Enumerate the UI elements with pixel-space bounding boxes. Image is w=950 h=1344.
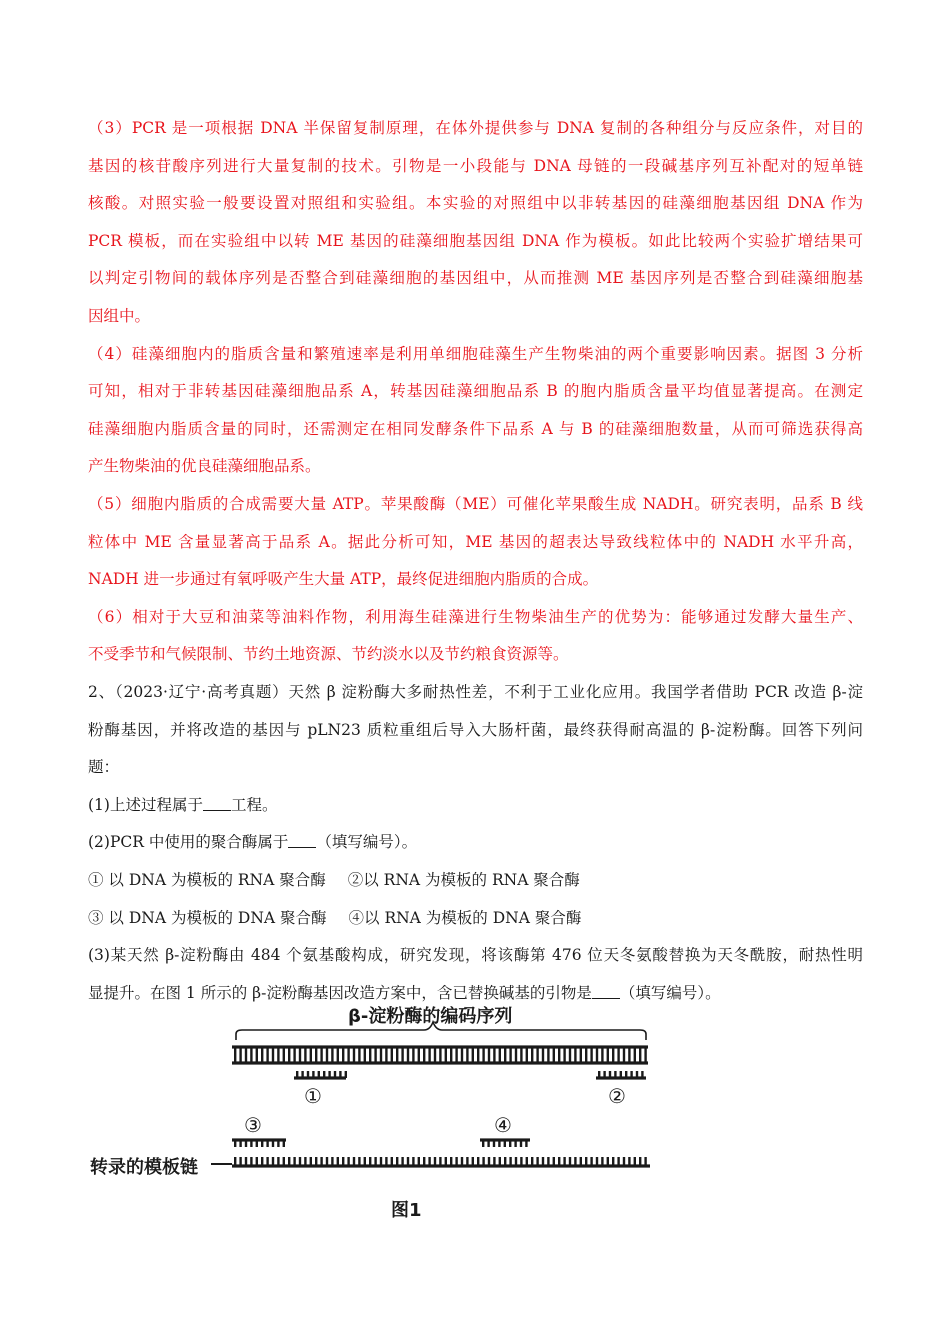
figure-caption: 图1 bbox=[391, 1200, 422, 1221]
brace-label: β-淀粉酶的编码序列 bbox=[348, 1006, 513, 1027]
option-2: ②以 RNA 为模板的 RNA 聚合酶 bbox=[347, 870, 580, 889]
option-3: ③ 以 DNA 为模板的 DNA 聚合酶 bbox=[88, 908, 327, 927]
answer-blank bbox=[592, 997, 620, 999]
question-stem-line: 粉酶基因，并将改造的基因与 pLN23 质粒重组后导入大肠杆菌，最终获得耐高温的 β-淀粉酶。回答下列问 bbox=[88, 720, 863, 739]
text-line: 产生物柴油的优良硅藻细胞品系。 bbox=[88, 457, 321, 476]
sub-question-3-line-1: (3)某天然 β-淀粉酶由 484 个氨基酸构成，研究发现，将该酶第 476 位天冬氨酸替换为天冬酰胺，耐热性明 bbox=[88, 946, 863, 965]
question-2 bbox=[88, 674, 863, 1012]
text-line: （5）细胞内脂质的合成需要大量 ATP。苹果酸酶（ME）可催化苹果酸生成 NADH。研究表明，品系 B 线 bbox=[88, 495, 863, 513]
sub-question-3-line-2: 显提升。在图 1 所示的 β-淀粉酶基因改造方案中，含已替换碱基的引物是 （填写编号）。 bbox=[88, 983, 721, 1002]
figure-1 bbox=[84, 1000, 664, 1230]
answer-blank bbox=[288, 846, 316, 848]
question-stem-line: 题： bbox=[88, 758, 120, 777]
text-line: 不受季节和气候限制、节约土地资源、节约淡水以及节约粮食资源等。 bbox=[88, 645, 569, 664]
pcr-primer-diagram bbox=[84, 1000, 664, 1230]
primer-4 bbox=[480, 1138, 530, 1147]
text-line: 因组中。 bbox=[88, 306, 151, 325]
text-line: 基因的核苷酸序列进行大量复制的技术。引物是一小段能与 DNA 母链的一段碱基序列互补配对的短单链 bbox=[88, 156, 863, 175]
primer-4-label: ④ bbox=[494, 1113, 512, 1137]
answer-paragraph-5 bbox=[88, 486, 863, 599]
primer-3-label: ③ bbox=[244, 1113, 262, 1137]
text-line: 以判定引物间的载体序列是否整合到硅藻细胞的基因组中，从而推测 ME 基因序列是否整合到硅藻细胞基 bbox=[88, 269, 863, 288]
answer-paragraph-3 bbox=[88, 110, 863, 336]
sub-question-1: (1)上述过程属于 工程。 bbox=[88, 795, 278, 814]
answer-paragraph-6 bbox=[88, 599, 863, 674]
answer-paragraph-4 bbox=[88, 336, 863, 486]
primer-2 bbox=[596, 1071, 646, 1080]
question-stem-line: 2、（2023·辽宁·高考真题）天然 β 淀粉酶大多耐热性差，不利于工业化应用。我国学者借助 PCR 改造 β-淀 bbox=[88, 683, 863, 701]
primer-1 bbox=[294, 1071, 347, 1080]
options-row-2 bbox=[88, 900, 863, 938]
text-line: （4）硅藻细胞内的脂质含量和繁殖速率是利用单细胞硅藻生产生物柴油的两个重要影响因素。据图 3 分析 bbox=[88, 344, 863, 363]
text-line: PCR 模板，而在实验组中以转 ME 基因的硅藻细胞基因组 DNA 作为模板。如此比较两个实验扩增结果可 bbox=[88, 231, 863, 250]
text-line: （6）相对于大豆和油菜等油料作物，利用海生硅藻进行生物柴油生产的优势为：能够通过发酵大量生产、 bbox=[88, 607, 863, 626]
template-strand bbox=[232, 1157, 650, 1168]
sub-question-2: (2)PCR 中使用的聚合酶属于 （填写编号）。 bbox=[88, 833, 418, 852]
answer-blank bbox=[203, 809, 231, 811]
text-line: 核酸。对照实验一般要设置对照组和实验组。本实验的对照组中以非转基因的硅藻细胞基因组 DNA 作为 bbox=[88, 194, 863, 213]
option-1: ① 以 DNA 为模板的 RNA 聚合酶 bbox=[88, 870, 326, 889]
text-line: NADH 进一步通过有氧呼吸产生大量 ATP，最终促进细胞内脂质的合成。 bbox=[88, 570, 599, 589]
option-4: ④以 RNA 为模板的 DNA 聚合酶 bbox=[348, 908, 582, 927]
primer-3 bbox=[232, 1138, 286, 1147]
text-line: （3）PCR 是一项根据 DNA 半保留复制原理，在体外提供参与 DNA 复制的各种组分与反应条件，对目的 bbox=[88, 119, 863, 137]
template-strand-label: 转录的模板链 bbox=[90, 1157, 198, 1178]
double-strand-dna bbox=[232, 1045, 648, 1064]
text-line: 可知，相对于非转基因硅藻细胞品系 A，转基因硅藻细胞品系 B 的胞内脂质含量平均值显著提高。在测定 bbox=[88, 382, 863, 401]
text-line: 硅藻细胞内脂质含量的同时，还需测定在相同发酵条件下品系 A 与 B 的硅藻细胞数量，从而可筛选获得高 bbox=[88, 419, 863, 438]
text-line: 粒体中 ME 含量显著高于品系 A。据此分析可知，ME 基因的超表达导致线粒体中的 NADH 水平升高， bbox=[88, 532, 863, 551]
options-row-1 bbox=[88, 862, 863, 900]
primer-2-label: ② bbox=[608, 1084, 626, 1108]
primer-1-label: ① bbox=[304, 1084, 322, 1108]
